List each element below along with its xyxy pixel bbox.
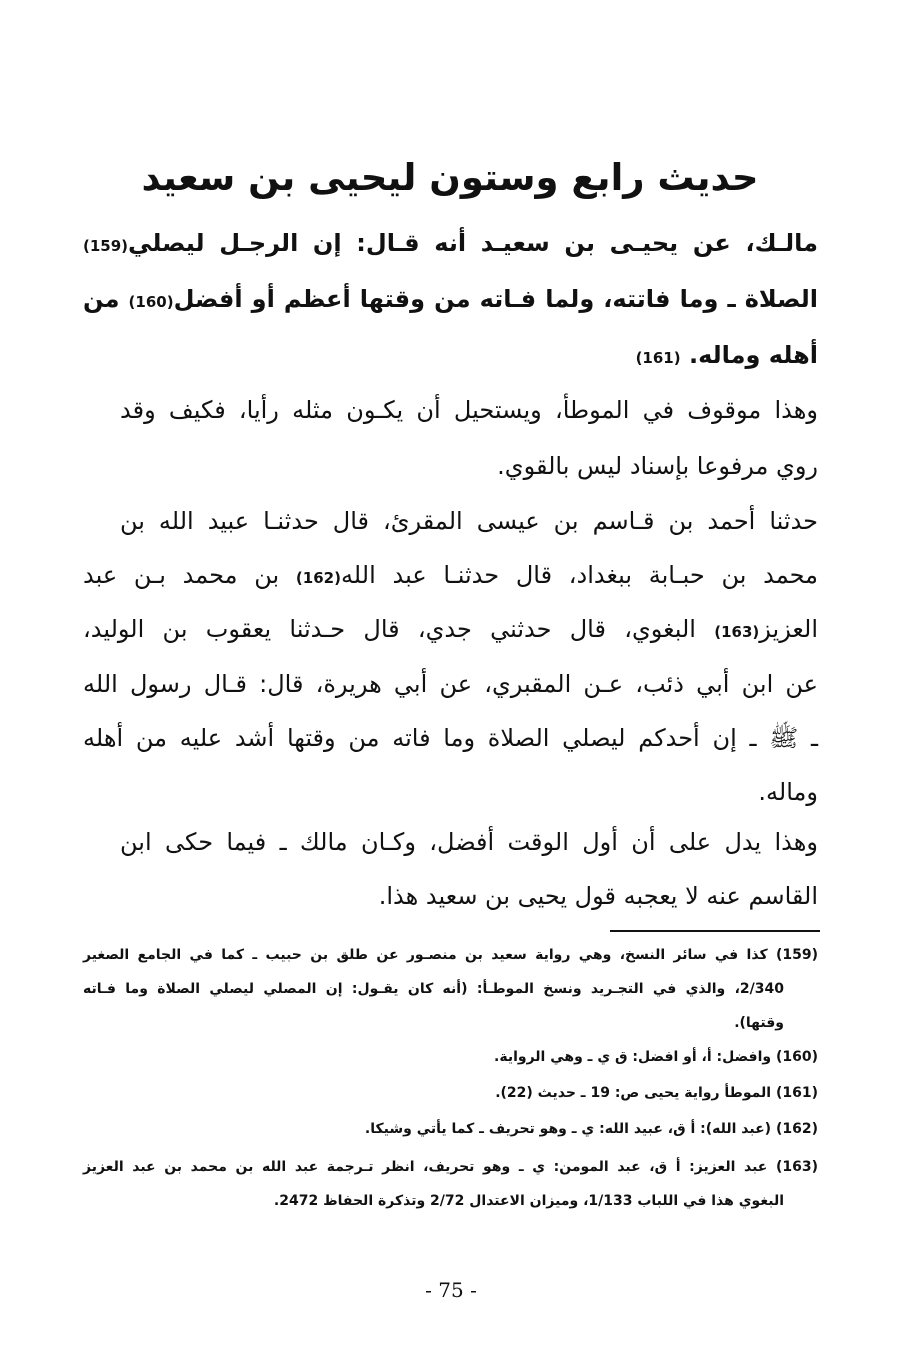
body-line: وهذا موقوف في الموطأ، ويستحيل أن يكـون مثله رأيا، فكيف وقد [120, 396, 818, 424]
footnote-line: (163) عبد العزيز: أ ق، عبد المومن: ي ـ وهو تحريف، انظر تـرجمة عبد الله بن محمد بن عبد العزيز [83, 1159, 818, 1175]
page-number: - 75 - [425, 1278, 477, 1302]
body-line: وماله. [758, 778, 818, 806]
body-line: روي مرفوعا بإسناد ليس بالقوي. [497, 452, 818, 480]
footnote-line: وقتها). [734, 1015, 784, 1031]
footnote-ref: (160) [128, 293, 174, 311]
body-line: حدثنا أحمد بن قـاسم بن عيسى المقرئ، قال حدثنـا عبيد الله بن [120, 507, 818, 535]
footnote-line: 2/340، والذي في التجـريد ونسخ الموطـأ: (أنه كان يقـول: إن المصلي ليصلي الصلاة وما فـاته [83, 981, 784, 997]
footnote-line: (161) الموطأ رواية يحيى ص: 19 ـ حديث (22). [495, 1085, 818, 1101]
footnote-ref: (159) [83, 237, 129, 255]
footnote-line: (160) وافضل: أ، أو افضل: ق ي ـ وهي الرواية. [494, 1049, 818, 1065]
body-line: أهله وماله. (161) [635, 341, 818, 369]
body-line: مالـك، عن يحيـى بن سعيـد أنه قـال: إن الرجـل ليصلي(159) [83, 229, 818, 257]
footnote-separator [610, 930, 820, 932]
footnote-ref: (161) [635, 349, 681, 367]
footnote-ref: (162) [295, 569, 341, 587]
body-line: وهذا يدل على أن أول الوقت أفضل، وكـان مالك ـ فيما حكى ابن [120, 828, 818, 856]
body-line: محمد بن حبـابة ببغداد، قال حدثنـا عبد الله(162) بن محمد بـن عبد [83, 561, 818, 589]
body-line: الصلاة ـ وما فاتته، ولما فـاته من وقتها أعظم أو أفضل(160) من [83, 285, 818, 313]
footnote-line: (159) كذا في سائر النسخ، وهي رواية سعيد بن منصـور عن طلق بن حبيب ـ كما في الجامع الصغير [83, 947, 818, 963]
body-line: عن ابن أبي ذئب، عـن المقبري، عن أبي هريرة، قال: قـال رسول الله [83, 670, 818, 698]
footnote-line: (162) (عبد الله): أ ق، عبيد الله: ي ـ وهو تحريف ـ كما يأتي وشيكا. [364, 1121, 818, 1137]
body-line: ـ ﷺ ـ إن أحدكم ليصلي الصلاة وما فاته من وقتها أشد عليه من أهله [83, 724, 818, 752]
chapter-title: حديث رابع وستون ليحيى بن سعيد [141, 156, 759, 199]
body-line: القاسم عنه لا يعجبه قول يحيى بن سعيد هذا. [378, 882, 818, 910]
footnote-line: البغوي هذا في اللباب 1/133، وميزان الاعتدال 2/72 وتذكرة الحفاظ 2472. [273, 1193, 784, 1209]
body-line: العزيز(163) البغوي، قال حدثني جدي، قال حـدثنا يعقوب بن الوليد، [83, 615, 818, 643]
footnote-ref: (163) [714, 623, 760, 641]
